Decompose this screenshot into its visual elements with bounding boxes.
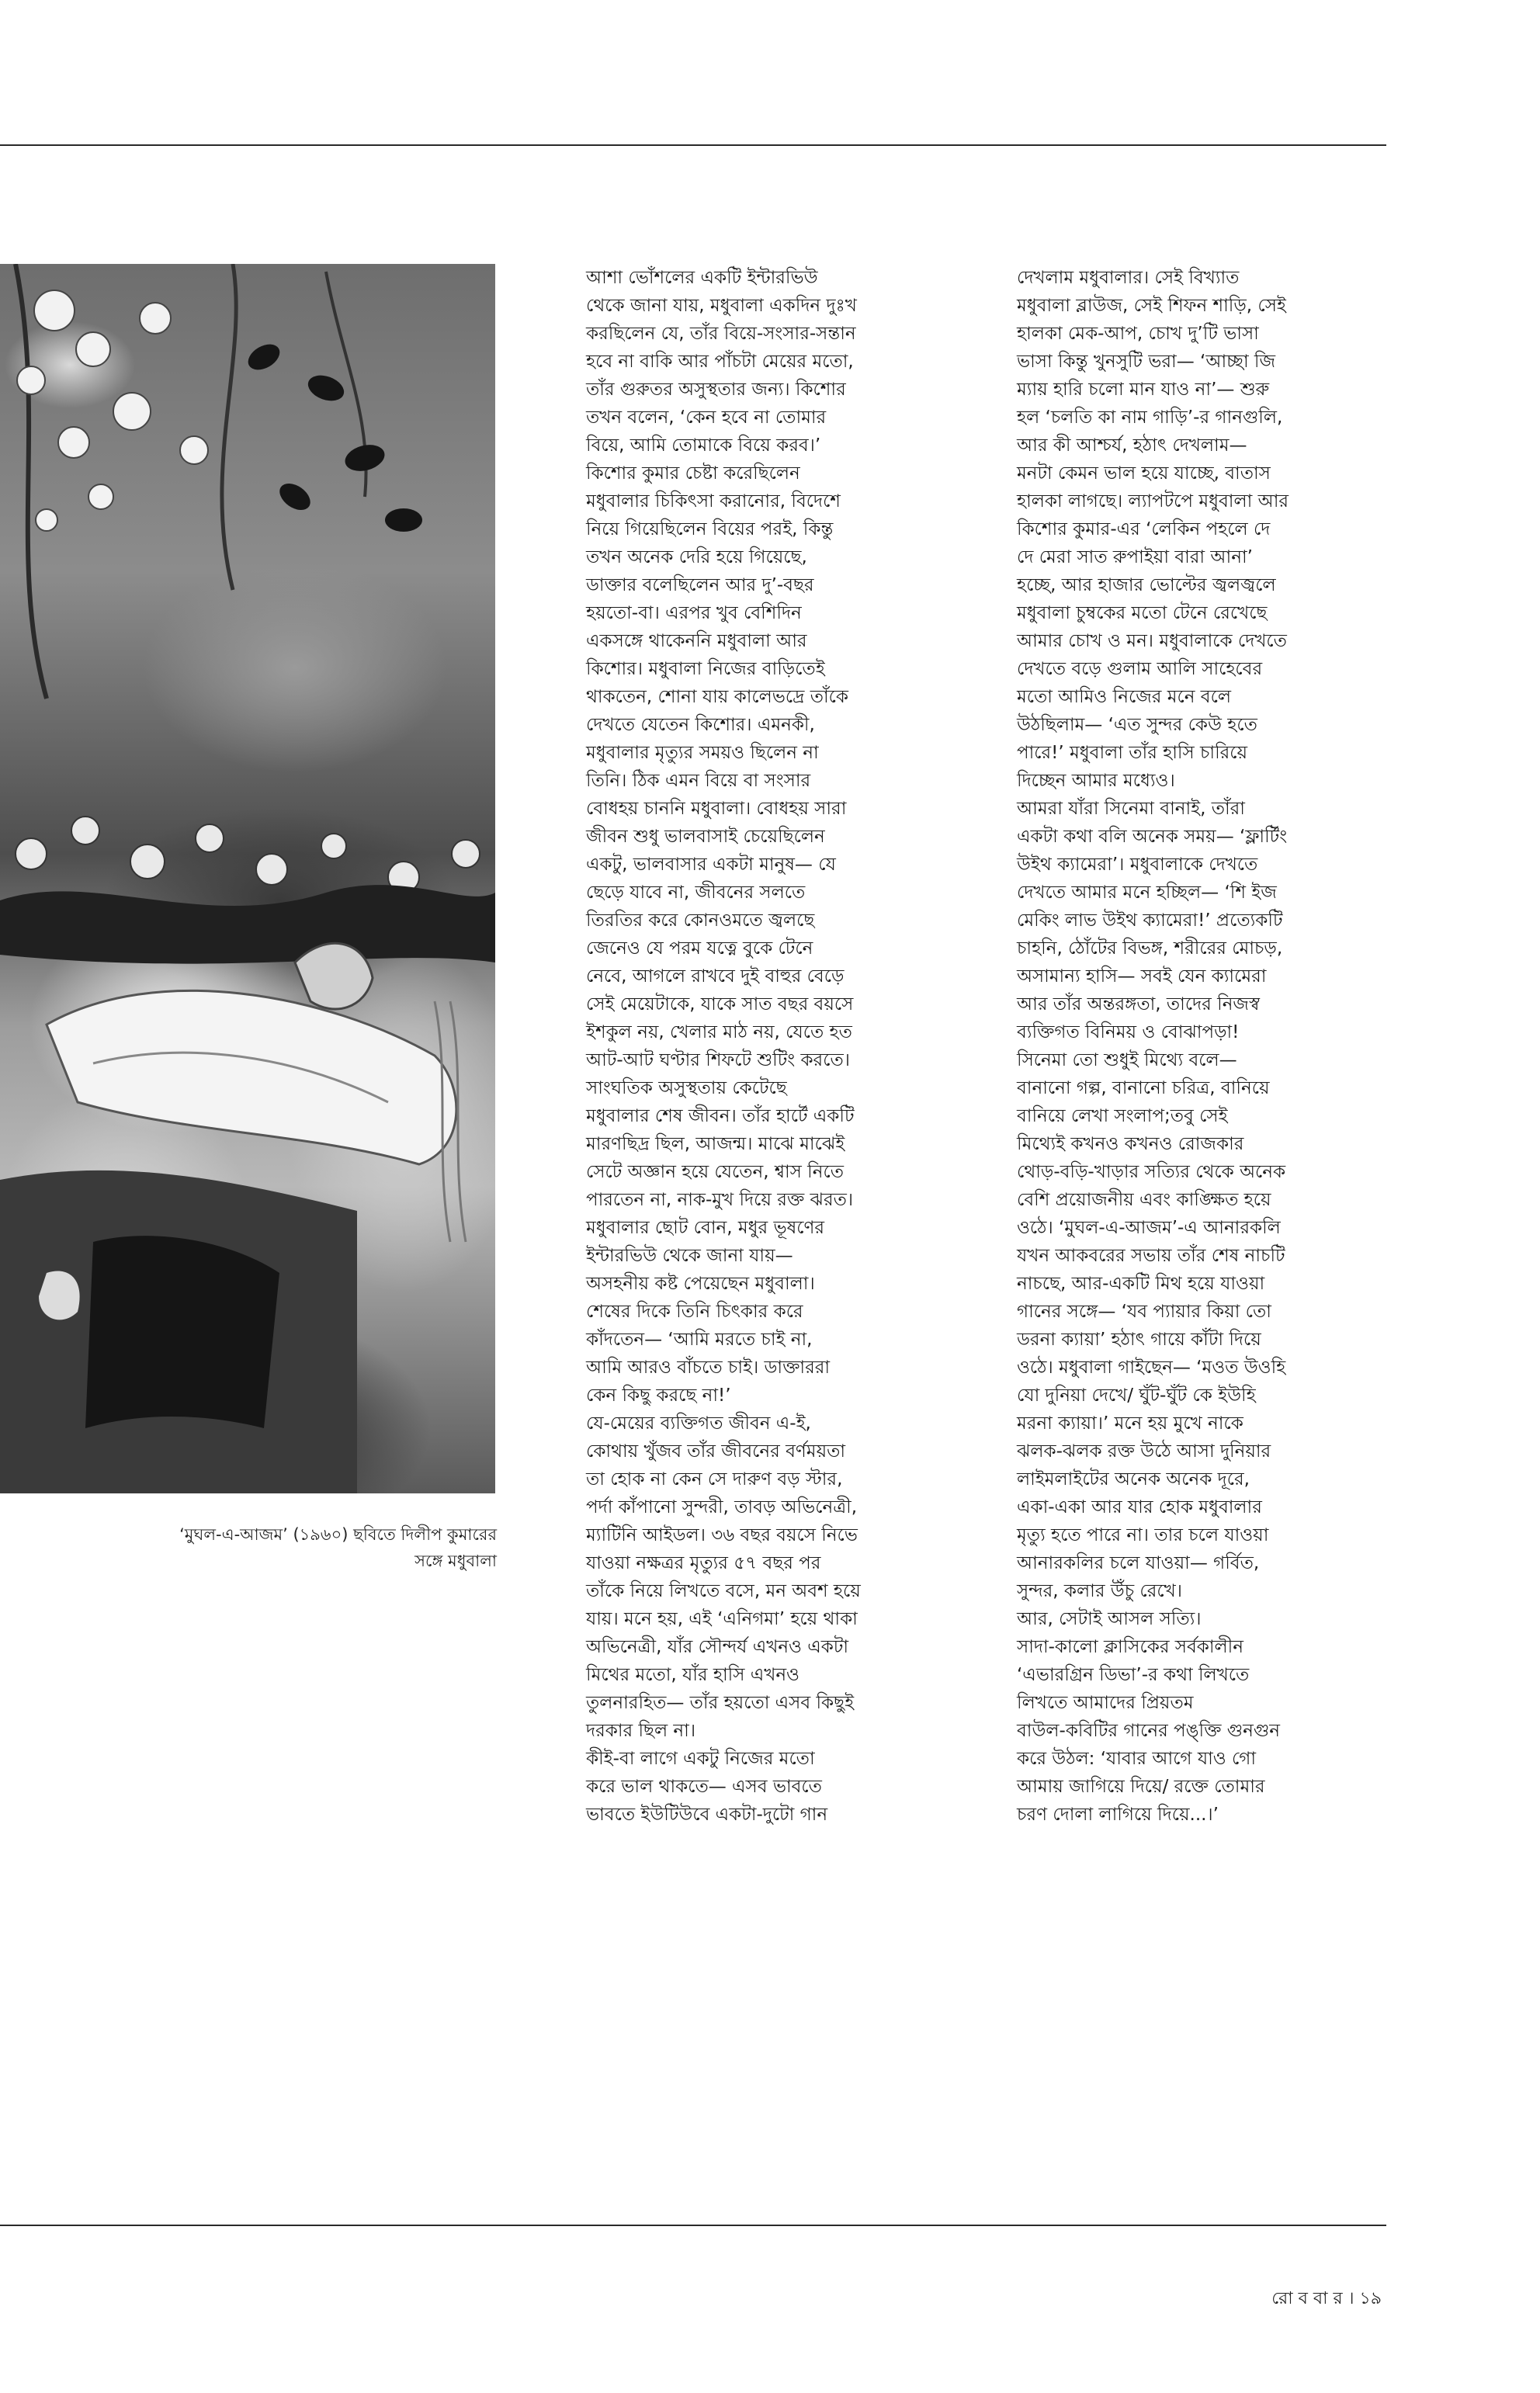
text-line: একটা কথা বলি অনেক সময়— ‘ফ্লার্টিং	[1017, 827, 1288, 847]
caption-line: সঙ্গে মধুবালা	[414, 1552, 497, 1570]
text-line: চাহনি, ঠোঁটের বিভঙ্গ, শরীরের মোচড়,	[1017, 938, 1283, 959]
text-line: ছেড়ে যাবে না, জীবনের সলতে	[586, 883, 806, 903]
text-line: বাউল-কবিটির গানের পঙ্‌ক্তি গুনগুন	[1017, 1721, 1281, 1741]
text-line: পারতেন না, নাক-মুখ দিয়ে রক্ত ঝরত।	[586, 1190, 854, 1210]
text-line: দেখতে যেতেন কিশোর। এমনকী,	[586, 715, 815, 735]
text-line: যাওয়া নক্ষত্রর মৃত্যুর ৫৭ বছর পর	[586, 1553, 821, 1573]
text-line: হয়তো-বা। এরপর খুব বেশিদিন	[586, 603, 802, 623]
text-line: মধুবালার চিকিৎসা করানোর, বিদেশে	[586, 491, 841, 512]
text-line: আমার চোখ ও মন। মধুবালাকে দেখতে	[1017, 631, 1287, 651]
text-line: মারণছিদ্র ছিল, আজন্ম। মাঝে মাঝেই	[586, 1134, 845, 1154]
text-line: তখন অনেক দেরি হয়ে গিয়েছে,	[586, 547, 807, 567]
text-line: আমায় জাগিয়ে দিয়ে/ রক্তে তোমার	[1017, 1777, 1265, 1797]
text-line: জীবন শুধু ভালবাসাই চেয়েছিলেন	[586, 827, 825, 847]
text-line: মরনা ক্যায়া।’ মনে হয় মুখে নাকে	[1017, 1413, 1243, 1434]
photo-illustration	[0, 264, 495, 1493]
text-line: যখন আকবরের সভায় তাঁর শেষ নাচটি	[1017, 1246, 1285, 1266]
text-line: মনটা কেমন ভাল হয়ে যাচ্ছে, বাতাস	[1017, 463, 1271, 484]
text-line: হালকা মেক-আপ, চোখ দু’টি ভাসা	[1017, 324, 1259, 344]
text-line: হালকা লাগছে। ল্যাপটপে মধুবালা আর	[1017, 491, 1289, 512]
text-line: কীই-বা লাগে একটু নিজের মতো	[586, 1749, 815, 1769]
text-line: হচ্ছে, আর হাজার ভোল্টের জ্বলজ্বলে	[1017, 575, 1276, 595]
text-line: ভাবতে ইউটিউবে একটা-দুটো গান	[586, 1805, 828, 1825]
text-line: সেই মেয়েটাকে, যাকে সাত বছর বয়সে	[586, 994, 854, 1014]
text-line: ম্যাটিনি আইডল। ৩৬ বছর বয়সে নিভে	[586, 1525, 858, 1545]
text-line: ইশকুল নয়, খেলার মাঠ নয়, যেতে হত	[586, 1022, 852, 1042]
caption-line: ‘মুঘল-এ-আজম’ (১৯৬০) ছবিতে দিলীপ কুমারের	[179, 1525, 497, 1544]
text-line: যায়। মনে হয়, এই ‘এনিগমা’ হয়ে থাকা	[586, 1609, 858, 1629]
text-line: কোথায় খুঁজব তাঁর জীবনের বর্ণময়তা	[586, 1441, 846, 1462]
text-line: পারে!’ মধুবালা তাঁর হাসি চারিয়ে	[1017, 743, 1248, 763]
text-line: একা-একা আর যার হোক মধুবালার	[1017, 1497, 1262, 1517]
photo-caption	[85, 1521, 497, 1574]
text-line: ঝলক-ঝলক রক্ত উঠে আসা দুনিয়ার	[1017, 1441, 1271, 1462]
page-number: ১৯	[1359, 2289, 1382, 2308]
text-line: মিথের মতো, যাঁর হাসি এখনও	[586, 1665, 799, 1685]
text-line: উইথ ক্যামেরা’। মধুবালাকে দেখতে	[1017, 855, 1258, 875]
text-line: নেবে, আগলে রাখবে দুই বাহুর বেড়ে	[586, 966, 845, 987]
text-line: হবে না বাকি আর পাঁচটা মেয়ের মতো,	[586, 352, 854, 372]
text-line: বোধহয় চাননি মধুবালা। বোধহয় সারা	[586, 799, 847, 819]
text-line: একটু, ভালবাসার একটা মানুষ— যে	[586, 855, 836, 875]
text-line: শেষের দিকে তিনি চিৎকার করে	[586, 1302, 803, 1322]
text-line: আনারকলির চলে যাওয়া— গর্বিত,	[1017, 1553, 1260, 1573]
magazine-name: রো ব বা র	[1271, 2289, 1343, 2308]
text-line: দেখতে বড়ে গুলাম আলি সাহেবের	[1017, 659, 1263, 679]
text-line: কাঁদতেন— ‘আমি মরতে চাই না,	[586, 1330, 813, 1350]
text-line: তাঁর গুরুতর অসুস্থতার জন্য। কিশোর	[586, 380, 846, 400]
text-line: কেন কিছু করছে না!’	[586, 1386, 731, 1406]
text-line: ‘এভারগ্রিন ডিভা’-র কথা লিখতে	[1017, 1665, 1250, 1685]
text-line: করে উঠল: ‘যাবার আগে যাও গো	[1017, 1749, 1257, 1769]
text-line: অভিনেত্রী, যাঁর সৌন্দর্য এখনও একটা	[586, 1637, 849, 1657]
text-line: তা হোক না কেন সে দারুণ বড় স্টার,	[586, 1469, 843, 1490]
bottom-rule	[0, 2225, 1386, 2226]
article-column-left	[586, 264, 966, 1829]
text-line: সুন্দর, কলার উঁচু রেখে।	[1017, 1581, 1182, 1601]
text-line: মধুবালার মৃত্যুর সময়ও ছিলেন না	[586, 743, 819, 763]
text-line: আমরা যাঁরা সিনেমা বানাই, তাঁরা	[1017, 799, 1245, 819]
text-line: ম্যায় হারি চলো মান যাও না’— শুরু	[1017, 380, 1270, 400]
text-line: নিয়ে গিয়েছিলেন বিয়ের পরই, কিন্তু	[586, 519, 834, 539]
text-line: করছিলেন যে, তাঁর বিয়ে-সংসার-সন্তান	[586, 324, 856, 344]
text-line: দিচ্ছেন আমার মধ্যেও।	[1017, 771, 1175, 791]
footer-separator: ।	[1348, 2289, 1354, 2308]
text-line: ওঠে। মধুবালা গাইছেন— ‘মওত উওহি	[1017, 1358, 1286, 1378]
text-line: দরকার ছিল না।	[586, 1721, 696, 1741]
text-line: তখন বলেন, ‘কেন হবে না তোমার	[586, 408, 827, 428]
text-line: অসামান্য হাসি— সবই যেন ক্যামেরা	[1017, 966, 1267, 987]
top-rule	[0, 144, 1386, 146]
text-line: তিরতির করে কোনওমতে জ্বলছে	[586, 910, 815, 931]
text-line: আশা ভোঁশলের একটি ইন্টারভিউ	[586, 268, 818, 288]
page-footer	[1271, 2285, 1382, 2314]
text-line: ব্যক্তিগত বিনিময় ও বোঝাপড়া!	[1017, 1022, 1240, 1042]
text-line: গানের সঙ্গে— ‘যব প্যায়ার কিয়া তো	[1017, 1302, 1271, 1322]
text-line: মধুবালার শেষ জীবন। তাঁর হার্টে একটি	[586, 1106, 855, 1126]
text-line: মেকিং লাভ উইথ ক্যামেরা!’ প্রত্যেকটি	[1017, 910, 1283, 931]
text-line: তাঁকে নিয়ে লিখতে বসে, মন অবশ হয়ে	[586, 1581, 861, 1601]
text-line: তুলনারহিত— তাঁর হয়তো এসব কিছুই	[586, 1693, 855, 1713]
text-line: আর কী আশ্চর্য, হঠাৎ দেখলাম—	[1017, 435, 1247, 456]
text-line: দেখতে আমার মনে হচ্ছিল— ‘শি ইজ	[1017, 883, 1277, 903]
article-column-right	[1017, 264, 1397, 1829]
text-line: ভাসা কিন্তু খুনসুটি ভরা— ‘আচ্ছা জি	[1017, 352, 1276, 372]
text-line: ডাক্তার বলেছিলেন আর দু’-বছর	[586, 575, 814, 595]
text-line: কিশোর কুমার চেষ্টা করেছিলেন	[586, 463, 800, 484]
text-line: একসঙ্গে থাকেননি মধুবালা আর	[586, 631, 807, 651]
text-line: ইন্টারভিউ থেকে জানা যায়—	[586, 1246, 793, 1266]
text-line: আর, সেটাই আসল সত্যি।	[1017, 1609, 1202, 1629]
text-line: জেনেও যে পরম যত্নে বুকে টেনে	[586, 938, 813, 959]
text-line: লিখতে আমাদের প্রিয়তম	[1017, 1693, 1194, 1713]
text-line: বানানো গল্প, বানানো চরিত্র, বানিয়ে	[1017, 1078, 1270, 1098]
text-line: থোড়-বড়ি-খাড়ার সত্যির থেকে অনেক	[1017, 1162, 1286, 1182]
text-line: পর্দা কাঁপানো সুন্দরী, তাবড় অভিনেত্রী,	[586, 1497, 858, 1517]
text-line: তিনি। ঠিক এমন বিয়ে বা সংসার	[586, 771, 811, 791]
text-line: বেশি প্রয়োজনীয় এবং কাঙ্ক্ষিত হয়ে	[1017, 1190, 1271, 1210]
text-line: আমি আরও বাঁচতে চাই। ডাক্তাররা	[586, 1358, 831, 1378]
text-line: কিশোর কুমার-এর ‘লেকিন পহলে দে	[1017, 519, 1271, 539]
text-line: দেখলাম মধুবালার। সেই বিখ্যাত	[1017, 268, 1240, 288]
text-line: বিয়ে, আমি তোমাকে বিয়ে করব।’	[586, 435, 821, 456]
text-line: নাচছে, আর-একটি মিথ হয়ে যাওয়া	[1017, 1274, 1265, 1294]
text-line: যে-মেয়ের ব্যক্তিগত জীবন এ-ই,	[586, 1413, 811, 1434]
text-line: উঠছিলাম— ‘এত সুন্দর কেউ হতে	[1017, 715, 1257, 735]
text-line: মতো আমিও নিজের মনে বলে	[1017, 687, 1231, 707]
text-line: লাইমলাইটের অনেক অনেক দূরে,	[1017, 1469, 1250, 1490]
text-line: সাদা-কালো ক্লাসিকের সর্বকালীন	[1017, 1637, 1243, 1657]
text-line: হল ‘চলতি কা নাম গাড়ি’-র গানগুলি,	[1017, 408, 1283, 428]
text-line: সেটে অজ্ঞান হয়ে যেতেন, শ্বাস নিতে	[586, 1162, 844, 1182]
text-line: আট-আট ঘণ্টার শিফটে শুটিং করতে।	[586, 1050, 850, 1070]
text-line: মিথ্যেই কখনও কখনও রোজকার	[1017, 1134, 1244, 1154]
text-line: সাংঘতিক অসুস্থতায় কেটেছে	[586, 1078, 787, 1098]
text-line: মধুবালার ছোট বোন, মধুর ভূষণের	[586, 1218, 825, 1238]
text-line: যো দুনিয়া দেখে/ ঘুঁট-ঘুঁট কে ইউহি	[1017, 1386, 1256, 1406]
film-still-photo	[0, 264, 495, 1493]
text-line: ডরনা ক্যায়া’ হঠাৎ গায়ে কাঁটা দিয়ে	[1017, 1330, 1261, 1350]
text-line: থাকতেন, শোনা যায় কালেভদ্রে তাঁকে	[586, 687, 848, 707]
text-line: দে মেরা সাত রুপাইয়া বারা আনা’	[1017, 547, 1253, 567]
text-line: সিনেমা তো শুধুই মিথ্যে বলে—	[1017, 1050, 1237, 1070]
text-line: মৃত্যু হতে পারে না। তার চলে যাওয়া	[1017, 1525, 1269, 1545]
text-line: বানিয়ে লেখা সংলাপ;তবু সেই	[1017, 1106, 1228, 1126]
text-line: মধুবালা ব্লাউজ, সেই শিফন শাড়ি, সেই	[1017, 296, 1286, 316]
text-line: মধুবালা চুম্বকের মতো টেনে রেখেছে	[1017, 603, 1268, 623]
text-line: আর তাঁর অন্তরঙ্গতা, তাদের নিজস্ব	[1017, 994, 1261, 1014]
text-line: অসহনীয় কষ্ট পেয়েছেন মধুবালা।	[586, 1274, 815, 1294]
text-line: চরণ দোলা লাগিয়ে দিয়ে...।’	[1017, 1805, 1219, 1825]
text-line: ওঠে। ‘মুঘল-এ-আজম’-এ আনারকলি	[1017, 1218, 1281, 1238]
text-line: করে ভাল থাকতে— এসব ভাবতে	[586, 1777, 822, 1797]
text-line: থেকে জানা যায়, মধুবালা একদিন দুঃখ	[586, 296, 857, 316]
text-line: কিশোর। মধুবালা নিজের বাড়িতেই	[586, 659, 825, 679]
